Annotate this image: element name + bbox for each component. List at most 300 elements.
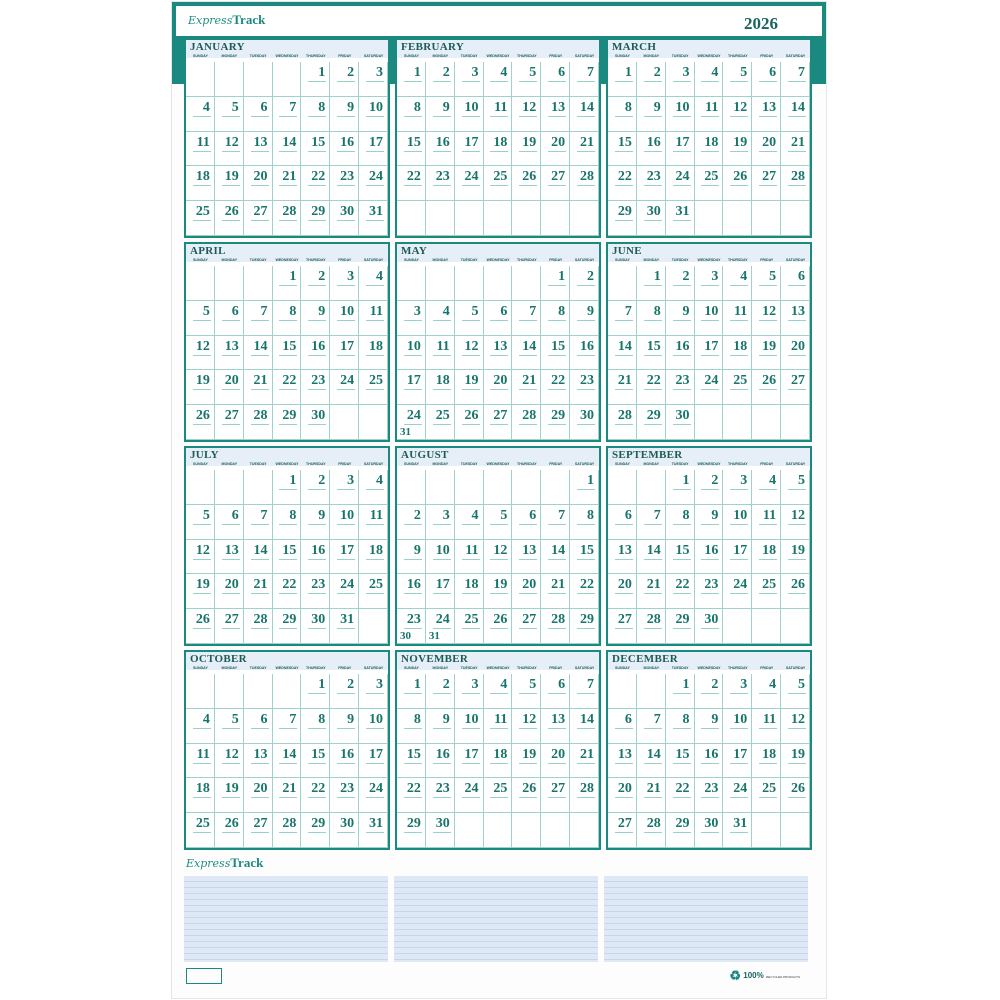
day-cell[interactable] — [608, 266, 637, 301]
day-cell[interactable] — [426, 674, 455, 709]
day-cell[interactable] — [570, 132, 599, 167]
day-cell[interactable] — [426, 62, 455, 97]
day-cell[interactable] — [570, 370, 599, 405]
day-cell[interactable] — [484, 709, 513, 744]
day-cell[interactable] — [215, 166, 244, 201]
day-cell[interactable] — [570, 609, 599, 644]
day-cell[interactable] — [666, 744, 695, 779]
day-cell[interactable] — [512, 674, 541, 709]
day-cell[interactable] — [455, 778, 484, 813]
day-cell[interactable] — [608, 132, 637, 167]
day-cell[interactable] — [426, 97, 455, 132]
day-cell[interactable] — [455, 301, 484, 336]
day-cell[interactable] — [484, 301, 513, 336]
day-cell[interactable] — [541, 62, 570, 97]
day-cell[interactable] — [752, 674, 781, 709]
day-cell[interactable] — [484, 166, 513, 201]
day-cell[interactable] — [752, 132, 781, 167]
day-cell[interactable] — [512, 778, 541, 813]
day-cell[interactable] — [359, 744, 388, 779]
day-cell[interactable] — [301, 574, 330, 609]
day-cell[interactable] — [455, 201, 484, 236]
day-cell[interactable] — [781, 62, 810, 97]
day-cell[interactable] — [301, 744, 330, 779]
day-cell[interactable] — [608, 574, 637, 609]
day-cell[interactable] — [637, 778, 666, 813]
day-cell[interactable] — [723, 266, 752, 301]
day-cell[interactable] — [244, 505, 273, 540]
day-cell[interactable] — [637, 301, 666, 336]
day-cell[interactable] — [512, 540, 541, 575]
day-cell[interactable] — [455, 97, 484, 132]
day-cell[interactable] — [570, 97, 599, 132]
day-cell[interactable] — [397, 540, 426, 575]
day-cell[interactable] — [695, 470, 724, 505]
day-cell[interactable] — [455, 470, 484, 505]
day-cell[interactable] — [273, 813, 302, 848]
day-cell[interactable] — [781, 97, 810, 132]
day-cell[interactable] — [215, 470, 244, 505]
day-cell[interactable] — [273, 301, 302, 336]
day-cell[interactable] — [752, 505, 781, 540]
day-cell[interactable] — [244, 540, 273, 575]
day-cell[interactable] — [570, 405, 599, 440]
day-cell[interactable] — [666, 709, 695, 744]
day-cell[interactable] — [695, 97, 724, 132]
day-cell[interactable] — [637, 744, 666, 779]
day-cell[interactable] — [723, 62, 752, 97]
day-cell[interactable] — [695, 709, 724, 744]
day-cell[interactable] — [637, 166, 666, 201]
day-cell[interactable] — [570, 778, 599, 813]
day-cell[interactable] — [637, 201, 666, 236]
day-cell[interactable] — [570, 166, 599, 201]
day-cell[interactable] — [215, 778, 244, 813]
day-cell[interactable] — [244, 301, 273, 336]
day-cell[interactable] — [359, 609, 388, 644]
day-cell[interactable] — [695, 62, 724, 97]
day-cell[interactable] — [666, 609, 695, 644]
day-cell[interactable] — [301, 405, 330, 440]
day-cell[interactable] — [397, 505, 426, 540]
day-cell[interactable] — [570, 201, 599, 236]
day-cell[interactable] — [637, 470, 666, 505]
day-cell[interactable] — [781, 709, 810, 744]
day-cell[interactable] — [426, 201, 455, 236]
day-cell[interactable] — [397, 370, 426, 405]
day-cell[interactable] — [397, 609, 426, 644]
day-cell[interactable] — [301, 505, 330, 540]
day-cell[interactable] — [273, 470, 302, 505]
day-cell[interactable] — [244, 132, 273, 167]
day-cell[interactable] — [330, 266, 359, 301]
day-cell[interactable] — [301, 62, 330, 97]
day-cell[interactable] — [781, 201, 810, 236]
day-cell[interactable] — [666, 370, 695, 405]
day-cell[interactable] — [330, 709, 359, 744]
day-cell[interactable] — [244, 97, 273, 132]
day-cell[interactable] — [637, 62, 666, 97]
day-cell[interactable] — [781, 166, 810, 201]
day-cell[interactable] — [541, 505, 570, 540]
day-cell[interactable] — [455, 370, 484, 405]
day-cell[interactable] — [186, 778, 215, 813]
day-cell[interactable] — [752, 709, 781, 744]
day-cell[interactable] — [723, 201, 752, 236]
day-cell[interactable] — [455, 132, 484, 167]
day-cell[interactable] — [397, 132, 426, 167]
day-cell[interactable] — [608, 540, 637, 575]
day-cell[interactable] — [455, 674, 484, 709]
day-cell[interactable] — [695, 778, 724, 813]
day-cell[interactable] — [608, 470, 637, 505]
day-cell[interactable] — [397, 744, 426, 779]
day-cell[interactable] — [359, 709, 388, 744]
day-cell[interactable] — [512, 132, 541, 167]
day-cell[interactable] — [215, 132, 244, 167]
day-cell[interactable] — [695, 370, 724, 405]
day-cell[interactable] — [484, 778, 513, 813]
day-cell[interactable] — [244, 201, 273, 236]
day-cell[interactable] — [512, 709, 541, 744]
day-cell[interactable] — [666, 540, 695, 575]
day-cell[interactable] — [455, 266, 484, 301]
day-cell[interactable] — [723, 709, 752, 744]
day-cell[interactable] — [752, 266, 781, 301]
day-cell[interactable] — [752, 813, 781, 848]
day-cell[interactable] — [541, 574, 570, 609]
day-cell[interactable] — [273, 709, 302, 744]
day-cell[interactable] — [244, 266, 273, 301]
day-cell[interactable] — [330, 201, 359, 236]
day-cell[interactable] — [244, 336, 273, 371]
day-cell[interactable] — [752, 744, 781, 779]
day-cell[interactable] — [301, 813, 330, 848]
day-cell[interactable] — [541, 405, 570, 440]
day-cell[interactable] — [484, 132, 513, 167]
day-cell[interactable] — [397, 574, 426, 609]
day-cell[interactable] — [570, 301, 599, 336]
day-cell[interactable] — [397, 336, 426, 371]
day-cell[interactable] — [426, 813, 455, 848]
day-cell[interactable] — [608, 201, 637, 236]
day-cell[interactable] — [608, 709, 637, 744]
day-cell[interactable] — [426, 405, 455, 440]
day-cell[interactable] — [273, 778, 302, 813]
day-cell[interactable] — [215, 97, 244, 132]
day-cell[interactable] — [695, 609, 724, 644]
day-cell[interactable] — [608, 609, 637, 644]
day-cell[interactable] — [359, 166, 388, 201]
day-cell[interactable] — [244, 709, 273, 744]
day-cell[interactable] — [397, 778, 426, 813]
day-cell[interactable] — [359, 336, 388, 371]
day-cell[interactable] — [273, 609, 302, 644]
day-cell[interactable] — [215, 744, 244, 779]
day-cell[interactable] — [570, 813, 599, 848]
day-cell[interactable] — [359, 778, 388, 813]
day-cell[interactable] — [512, 470, 541, 505]
day-cell[interactable] — [695, 813, 724, 848]
day-cell[interactable] — [541, 266, 570, 301]
day-cell[interactable] — [426, 744, 455, 779]
day-cell[interactable] — [426, 574, 455, 609]
day-cell[interactable] — [484, 336, 513, 371]
day-cell[interactable] — [397, 266, 426, 301]
day-cell[interactable] — [512, 266, 541, 301]
day-cell[interactable] — [244, 62, 273, 97]
day-cell[interactable] — [186, 405, 215, 440]
day-cell[interactable] — [273, 574, 302, 609]
day-cell[interactable] — [426, 301, 455, 336]
day-cell[interactable] — [570, 540, 599, 575]
day-cell[interactable] — [426, 370, 455, 405]
day-cell[interactable] — [723, 405, 752, 440]
day-cell[interactable] — [455, 405, 484, 440]
day-cell[interactable] — [186, 301, 215, 336]
day-cell[interactable] — [512, 574, 541, 609]
day-cell[interactable] — [637, 97, 666, 132]
day-cell[interactable] — [695, 132, 724, 167]
day-cell[interactable] — [484, 505, 513, 540]
day-cell[interactable] — [666, 405, 695, 440]
day-cell[interactable] — [426, 778, 455, 813]
day-cell[interactable] — [186, 266, 215, 301]
day-cell[interactable] — [752, 370, 781, 405]
day-cell[interactable] — [608, 405, 637, 440]
day-cell[interactable] — [541, 813, 570, 848]
day-cell[interactable] — [752, 540, 781, 575]
day-cell[interactable] — [273, 405, 302, 440]
day-cell[interactable] — [244, 166, 273, 201]
day-cell[interactable] — [666, 201, 695, 236]
day-cell[interactable] — [541, 97, 570, 132]
day-cell[interactable] — [723, 97, 752, 132]
day-cell[interactable] — [215, 62, 244, 97]
day-cell[interactable] — [637, 505, 666, 540]
day-cell[interactable] — [666, 266, 695, 301]
day-cell[interactable] — [186, 505, 215, 540]
day-cell[interactable] — [723, 540, 752, 575]
day-cell[interactable] — [666, 301, 695, 336]
day-cell[interactable] — [330, 97, 359, 132]
day-cell[interactable] — [244, 470, 273, 505]
day-cell[interactable] — [186, 813, 215, 848]
day-cell[interactable] — [512, 813, 541, 848]
day-cell[interactable] — [215, 301, 244, 336]
day-cell[interactable] — [752, 336, 781, 371]
day-cell[interactable] — [570, 709, 599, 744]
day-cell[interactable] — [637, 609, 666, 644]
day-cell[interactable] — [781, 609, 810, 644]
day-cell[interactable] — [301, 132, 330, 167]
day-cell[interactable] — [781, 574, 810, 609]
day-cell[interactable] — [359, 301, 388, 336]
day-cell[interactable] — [695, 540, 724, 575]
day-cell[interactable] — [781, 301, 810, 336]
day-cell[interactable] — [695, 301, 724, 336]
day-cell[interactable] — [301, 674, 330, 709]
day-cell[interactable] — [273, 62, 302, 97]
day-cell[interactable] — [273, 540, 302, 575]
day-cell[interactable] — [512, 744, 541, 779]
day-cell[interactable] — [570, 62, 599, 97]
day-cell[interactable] — [273, 674, 302, 709]
day-cell[interactable] — [215, 336, 244, 371]
day-cell[interactable] — [359, 62, 388, 97]
day-cell[interactable] — [301, 336, 330, 371]
day-cell[interactable] — [695, 505, 724, 540]
day-cell[interactable] — [695, 201, 724, 236]
day-cell[interactable] — [512, 370, 541, 405]
day-cell[interactable] — [666, 97, 695, 132]
day-cell[interactable] — [215, 370, 244, 405]
day-cell[interactable] — [781, 336, 810, 371]
day-cell[interactable] — [215, 540, 244, 575]
day-cell[interactable] — [512, 505, 541, 540]
day-cell[interactable] — [186, 62, 215, 97]
day-cell[interactable] — [541, 709, 570, 744]
day-cell[interactable] — [570, 470, 599, 505]
day-cell[interactable] — [484, 405, 513, 440]
day-cell[interactable] — [359, 574, 388, 609]
day-cell[interactable] — [541, 674, 570, 709]
day-cell[interactable] — [637, 405, 666, 440]
day-cell[interactable] — [608, 336, 637, 371]
day-cell[interactable] — [570, 674, 599, 709]
day-cell[interactable] — [273, 505, 302, 540]
day-cell[interactable] — [666, 813, 695, 848]
day-cell[interactable] — [273, 166, 302, 201]
day-cell[interactable] — [301, 201, 330, 236]
day-cell[interactable] — [301, 609, 330, 644]
day-cell[interactable] — [455, 540, 484, 575]
day-cell[interactable] — [301, 709, 330, 744]
day-cell[interactable] — [752, 405, 781, 440]
day-cell[interactable] — [330, 609, 359, 644]
day-cell[interactable] — [186, 744, 215, 779]
day-cell[interactable] — [512, 201, 541, 236]
day-cell[interactable] — [397, 201, 426, 236]
day-cell[interactable] — [512, 166, 541, 201]
day-cell[interactable] — [484, 609, 513, 644]
day-cell[interactable] — [781, 266, 810, 301]
day-cell[interactable] — [244, 778, 273, 813]
day-cell[interactable] — [359, 540, 388, 575]
day-cell[interactable] — [723, 609, 752, 644]
day-cell[interactable] — [752, 778, 781, 813]
day-cell[interactable] — [484, 201, 513, 236]
day-cell[interactable] — [541, 336, 570, 371]
day-cell[interactable] — [455, 336, 484, 371]
day-cell[interactable] — [752, 609, 781, 644]
day-cell[interactable] — [455, 62, 484, 97]
day-cell[interactable] — [186, 609, 215, 644]
day-cell[interactable] — [330, 744, 359, 779]
day-cell[interactable] — [301, 301, 330, 336]
day-cell[interactable] — [484, 744, 513, 779]
day-cell[interactable] — [397, 674, 426, 709]
day-cell[interactable] — [426, 470, 455, 505]
day-cell[interactable] — [637, 132, 666, 167]
day-cell[interactable] — [570, 266, 599, 301]
day-cell[interactable] — [186, 166, 215, 201]
day-cell[interactable] — [426, 540, 455, 575]
day-cell[interactable] — [695, 574, 724, 609]
day-cell[interactable] — [215, 574, 244, 609]
day-cell[interactable] — [695, 166, 724, 201]
day-cell[interactable] — [359, 132, 388, 167]
day-cell[interactable] — [637, 370, 666, 405]
day-cell[interactable] — [186, 370, 215, 405]
day-cell[interactable] — [723, 166, 752, 201]
day-cell[interactable] — [397, 709, 426, 744]
day-cell[interactable] — [359, 405, 388, 440]
day-cell[interactable] — [752, 301, 781, 336]
day-cell[interactable] — [781, 505, 810, 540]
day-cell[interactable] — [215, 505, 244, 540]
day-cell[interactable] — [273, 132, 302, 167]
day-cell[interactable] — [186, 132, 215, 167]
day-cell[interactable] — [570, 336, 599, 371]
day-cell[interactable] — [608, 505, 637, 540]
day-cell[interactable] — [781, 813, 810, 848]
day-cell[interactable] — [541, 609, 570, 644]
day-cell[interactable] — [666, 336, 695, 371]
day-cell[interactable] — [426, 166, 455, 201]
day-cell[interactable] — [301, 370, 330, 405]
day-cell[interactable] — [330, 505, 359, 540]
day-cell[interactable] — [330, 370, 359, 405]
day-cell[interactable] — [426, 266, 455, 301]
day-cell[interactable] — [455, 709, 484, 744]
day-cell[interactable] — [570, 574, 599, 609]
day-cell[interactable] — [637, 336, 666, 371]
day-cell[interactable] — [695, 674, 724, 709]
day-cell[interactable] — [666, 505, 695, 540]
day-cell[interactable] — [330, 470, 359, 505]
day-cell[interactable] — [359, 505, 388, 540]
day-cell[interactable] — [541, 778, 570, 813]
day-cell[interactable] — [484, 674, 513, 709]
day-cell[interactable] — [666, 470, 695, 505]
day-cell[interactable] — [330, 813, 359, 848]
day-cell[interactable] — [397, 97, 426, 132]
day-cell[interactable] — [330, 778, 359, 813]
day-cell[interactable] — [426, 505, 455, 540]
day-cell[interactable] — [570, 505, 599, 540]
day-cell[interactable] — [330, 301, 359, 336]
day-cell[interactable] — [723, 370, 752, 405]
day-cell[interactable] — [455, 744, 484, 779]
day-cell[interactable] — [484, 266, 513, 301]
day-cell[interactable] — [455, 609, 484, 644]
day-cell[interactable] — [397, 62, 426, 97]
day-cell[interactable] — [273, 336, 302, 371]
day-cell[interactable] — [244, 813, 273, 848]
day-cell[interactable] — [781, 744, 810, 779]
day-cell[interactable] — [637, 266, 666, 301]
day-cell[interactable] — [186, 574, 215, 609]
day-cell[interactable] — [215, 201, 244, 236]
day-cell[interactable] — [637, 674, 666, 709]
day-cell[interactable] — [666, 132, 695, 167]
day-cell[interactable] — [426, 132, 455, 167]
day-cell[interactable] — [570, 744, 599, 779]
day-cell[interactable] — [752, 97, 781, 132]
day-cell[interactable] — [781, 405, 810, 440]
day-cell[interactable] — [723, 505, 752, 540]
